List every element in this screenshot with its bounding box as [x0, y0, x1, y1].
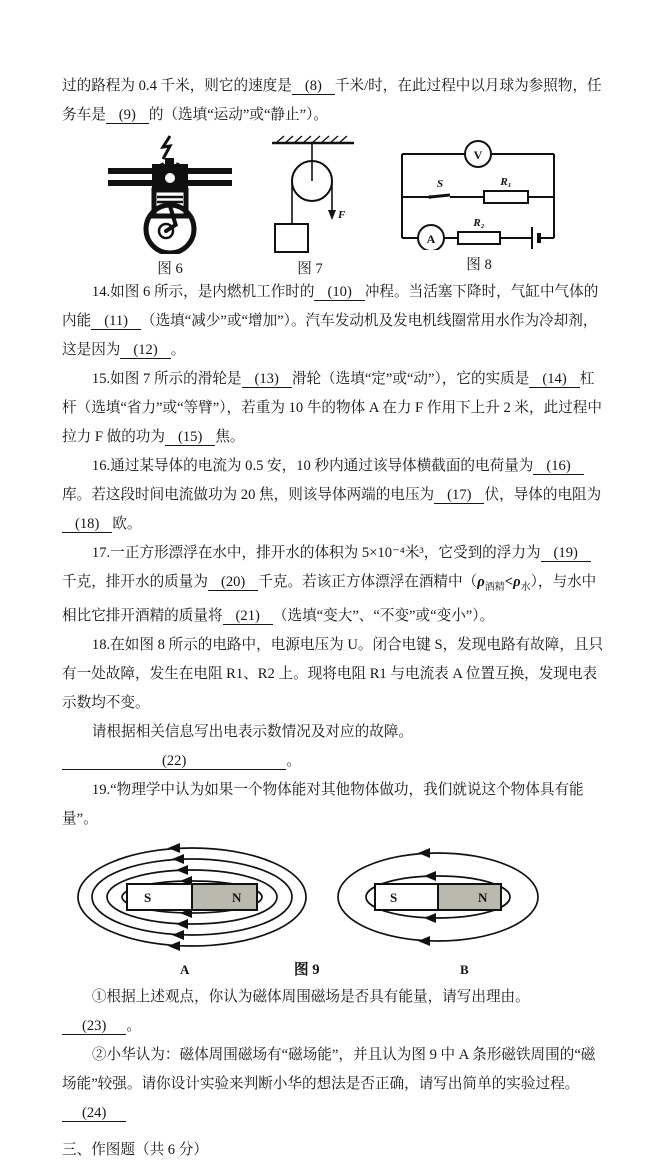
question-text: 14.如图 6 所示，是内燃机工作时的 [91, 284, 315, 300]
rho-water-subscript: 水 [520, 581, 531, 593]
less-than-sign: < [504, 574, 514, 590]
question-text: （选填“变大”、“不变”或“变小”）。 [272, 607, 495, 624]
magnet-b-n-pole-label: N [478, 889, 488, 905]
answer-blank-8: (8) [292, 78, 335, 95]
question-17 [62, 539, 605, 631]
force-label: F [338, 209, 346, 221]
ammeter-label: A [426, 232, 436, 246]
question-8-9 [62, 72, 605, 130]
answer-blank-11: (11) [91, 313, 141, 330]
question-text: 焦。 [215, 429, 245, 445]
magnet-a-figure [68, 839, 316, 955]
question-text: ①根据上述观点，你认为磁体周围磁场是否具有能量，请写出理由。 [91, 988, 530, 1005]
question-24 [62, 1041, 605, 1128]
question-text: 。 [170, 342, 186, 358]
question-text: 千克。若该正方体漂浮在酒精中（ [258, 574, 478, 590]
question-23 [62, 983, 605, 1041]
question-text: 19.“物理学中认为如果一个物体能对其他物体做功，我们就说这个物体具有能量”。 [62, 781, 584, 827]
answer-blank-12: (12) [120, 342, 170, 359]
answer-blank-18: (18) [62, 516, 112, 533]
magnet-b-label: B [460, 961, 469, 977]
answer-blank-10: (10) [314, 284, 364, 301]
question-text: 请根据相关信息写出电表示数情况及对应的故障。 [91, 723, 413, 740]
resistor-r1-label: R₁ [500, 176, 512, 188]
question-text: 冲程。当活塞下降时，气缸中气体的内能 [62, 284, 599, 329]
figure-8-circuit [390, 138, 568, 280]
question-text: 欧。 [112, 516, 142, 532]
figure-6-caption: 图 6 [157, 261, 183, 277]
answer-blank-19: (19) [541, 545, 591, 562]
magnet-a-label: A [180, 961, 190, 977]
question-text: 16.通过某导体的电流为 0.5 安，10 秒内通过该导体横截面的电荷量为 [91, 458, 534, 474]
question-18-answer-line [62, 718, 605, 776]
answer-blank-21: (21) [223, 608, 273, 625]
answer-blank-24: (24) [62, 1105, 126, 1122]
question-text: 库。若这段时间电流做功为 20 焦，则该导体两端的电压为 [62, 487, 435, 503]
answer-blank-20: (20) [208, 574, 258, 591]
figure-9-magnets [62, 839, 605, 959]
question-text: 滑轮（选填“定”或“动”），它的实质是 [291, 371, 530, 387]
rho-alcohol-symbol: ρ [477, 574, 485, 590]
voltmeter-label: V [473, 148, 483, 162]
magnet-b-s-pole-label: S [390, 889, 398, 905]
question-text: ），与水中相比它排开酒精的质量将 [62, 574, 597, 624]
answer-blank-9: (9) [106, 107, 149, 124]
question-text: （选填“减少”或“增加”）。汽车发动机及发电机线圈常用水作为冷却剂，这是因为 [62, 313, 598, 358]
circuit-diagram [390, 138, 568, 250]
answer-blank-14: (14) [529, 371, 579, 388]
answer-blank-16: (16) [533, 458, 583, 475]
figure-row-6-7-8 [62, 134, 605, 278]
question-text: 伏，导体的电阻为 [484, 487, 602, 503]
answer-blank-15: (15) [165, 429, 215, 446]
question-text: 15.如图 7 所示的滑轮是 [91, 371, 242, 387]
question-text: 的（选填“运动”或“静止”）。 [148, 107, 328, 123]
figure-7-pulley [254, 134, 366, 284]
question-text: 18.在如图 8 所示的电路中，电源电压为 U。闭合电键 S，发现电路有故障，且只有一处故障，发生在电阻 R1、R2 上。现将电阻 R1 与电流表 A 位置互换，发现电表示数均不变。 [62, 636, 604, 711]
question-text: 杠杆（选填“省力”或“等臂”），若重为 10 牛的物体 A 在力 F 作用下上升 2 米，此过程中拉力 F 做的功为 [62, 371, 602, 445]
answer-blank-22: (22) [62, 753, 286, 770]
question-15 [62, 365, 605, 452]
section-heading-drawing: 三、作图题（共 6 分） [62, 1141, 208, 1158]
switch-label: S [437, 178, 444, 190]
resistor-r2-label: R₂ [473, 217, 485, 229]
question-text: 17.一正方形漂浮在水中，排开水的体积为 5×10⁻⁴米³，它受到的浮力为 [91, 545, 541, 561]
rho-water-symbol: ρ [513, 574, 521, 590]
question-text: 千克，排开水的质量为 [62, 574, 208, 590]
magnet-b-field-diagram [324, 839, 552, 955]
figure-9-caption: 图 9 [294, 961, 320, 978]
question-text: 。 [126, 1017, 141, 1034]
magnet-a-s-pole-label: S [144, 889, 152, 905]
figure-8-caption: 图 8 [466, 257, 492, 273]
question-text: 。 [286, 752, 301, 769]
question-text: ②小华认为：磁体周围磁场有“磁场能”，并且认为图 9 中 A 条形磁铁周围的“磁场能”较强。请你设计实验来判断小华的想法是否正确，请写出简单的实验过程。 [62, 1046, 596, 1092]
rho-alcohol-subscript: 酒精 [484, 581, 505, 593]
answer-blank-13: (13) [242, 371, 292, 388]
magnet-a-n-pole-label: N [232, 889, 242, 905]
figure-6-engine [104, 134, 236, 284]
question-19 [62, 776, 605, 834]
magnet-a-field-diagram [68, 839, 316, 955]
question-text: 过的路程为 0.4 千米，则它的速度是 [62, 78, 292, 94]
question-text: 千米/时，在此过程中以月球为参照物，任务车是 [62, 78, 602, 123]
question-16 [62, 452, 605, 539]
question-14 [62, 278, 605, 365]
magnet-b-figure [324, 839, 552, 955]
figure-7-caption: 图 7 [297, 261, 323, 277]
engine-diagram [104, 134, 236, 254]
figure-9-labels [62, 959, 605, 983]
answer-blank-17: (17) [434, 487, 484, 504]
pulley-diagram [254, 134, 366, 254]
question-18 [62, 631, 605, 718]
answer-blank-23: (23) [62, 1018, 126, 1035]
